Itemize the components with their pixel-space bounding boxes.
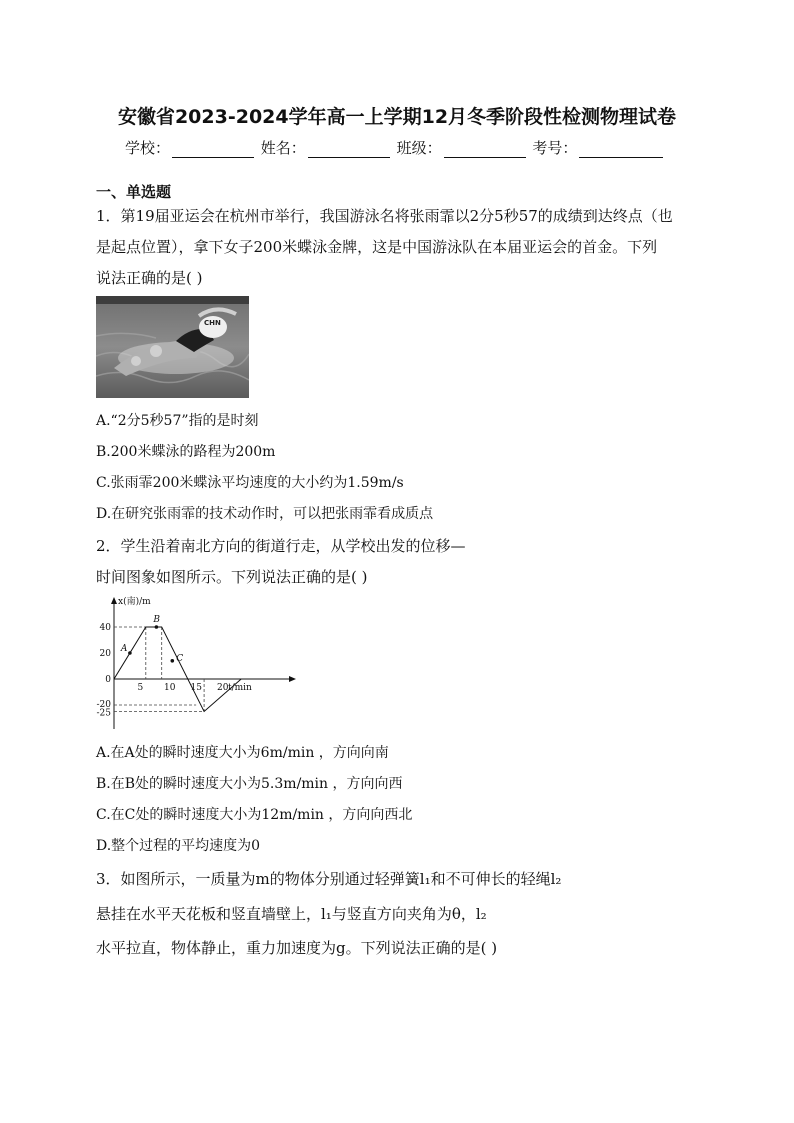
displacement-time-chart bbox=[96, 595, 326, 732]
school-blank[interactable] bbox=[172, 143, 254, 158]
page-title: 安徽省2023-2024学年高一上学期12月冬季阶段性检测物理试卷 bbox=[117, 106, 677, 128]
name-blank[interactable] bbox=[308, 143, 390, 158]
point-label-c: C bbox=[176, 653, 184, 664]
exam-no-label: 考号： bbox=[532, 139, 578, 157]
x-axis-label: t/min bbox=[228, 683, 252, 693]
y-axis-arrow bbox=[111, 597, 117, 604]
q3-stem-line1: 3．如图所示，一质量为m的物体分别通过轻弹簧l₁和不可伸长的轻绳l₂ bbox=[96, 870, 562, 888]
y-tick-label: 20 bbox=[99, 649, 111, 659]
y-axis-label: x(南)/m bbox=[118, 597, 151, 607]
q2-stem-line2: 时间图象如图所示。下列说法正确的是( ) bbox=[96, 568, 368, 586]
x-tick-label: 10 bbox=[164, 683, 176, 693]
y-tick-label: -20 bbox=[96, 700, 111, 710]
point-b bbox=[155, 625, 159, 629]
q1-stem-line2: 是起点位置），拿下女子200米蝶泳金牌，这是中国游泳队在本届亚运会的首金。下列 bbox=[96, 238, 658, 256]
point-label-b: B bbox=[153, 615, 161, 625]
class-label: 班级： bbox=[396, 139, 442, 157]
q1-option-c[interactable]: C.张雨霏200米蝶泳平均速度的大小约为1.59m/s bbox=[96, 475, 404, 491]
name-label: 姓名： bbox=[260, 139, 306, 157]
y-tick-label: -25 bbox=[96, 708, 111, 719]
q1-stem-line3: 说法正确的是( ) bbox=[96, 269, 203, 287]
series-line bbox=[114, 627, 241, 712]
student-info-line bbox=[125, 137, 665, 158]
q2-option-a[interactable]: A.在A处的瞬时速度大小为6m/min ，方向向南 bbox=[96, 745, 389, 761]
q1-option-a[interactable]: A.“2分5秒57”指的是时刻 bbox=[96, 413, 259, 429]
x-tick-label: 15 bbox=[190, 683, 202, 693]
point-label-a: A bbox=[120, 644, 128, 654]
q2-option-c[interactable]: C.在C处的瞬时速度大小为12m/min ，方向向西北 bbox=[96, 807, 413, 823]
q1-option-b[interactable]: B.200米蝶泳的路程为200m bbox=[96, 444, 276, 460]
x-tick-label: 5 bbox=[137, 683, 144, 693]
exam-no-blank[interactable] bbox=[579, 143, 663, 158]
q2-option-b[interactable]: B.在B处的瞬时速度大小为5.3m/min ，方向向西 bbox=[96, 776, 403, 792]
q3-stem-line2: 悬挂在水平天花板和竖直墙壁上，l₁与竖直方向夹角为θ，l₂ bbox=[96, 905, 487, 923]
q2-stem-line1: 2．学生沿着南北方向的街道行走，从学校出发的位移— bbox=[96, 537, 466, 555]
section-heading: 一、单选题 bbox=[96, 183, 172, 201]
x-axis-arrow bbox=[289, 676, 296, 682]
q2-option-d[interactable]: D.整个过程的平均速度为0 bbox=[96, 838, 261, 854]
point-a bbox=[128, 651, 132, 655]
swimmer-photo bbox=[96, 296, 249, 398]
q3-stem-line3: 水平拉直，物体静止，重力加速度为g。下列说法正确的是( ) bbox=[96, 939, 498, 957]
y-tick-label: 40 bbox=[99, 623, 111, 633]
swim-cap-text: CHN bbox=[204, 319, 221, 327]
class-blank[interactable] bbox=[444, 143, 526, 158]
x-tick-label: 20 bbox=[217, 683, 229, 693]
q1-stem-line1: 1．第19届亚运会在杭州市举行，我国游泳名将张雨霏以2分5秒57的成绩到达终点（也 bbox=[96, 207, 673, 225]
point-c bbox=[171, 659, 175, 663]
y-tick-label: 0 bbox=[105, 675, 111, 685]
q1-option-d[interactable]: D.在研究张雨霏的技术动作时，可以把张雨霏看成质点 bbox=[96, 506, 434, 522]
school-label: 学校： bbox=[125, 139, 171, 157]
